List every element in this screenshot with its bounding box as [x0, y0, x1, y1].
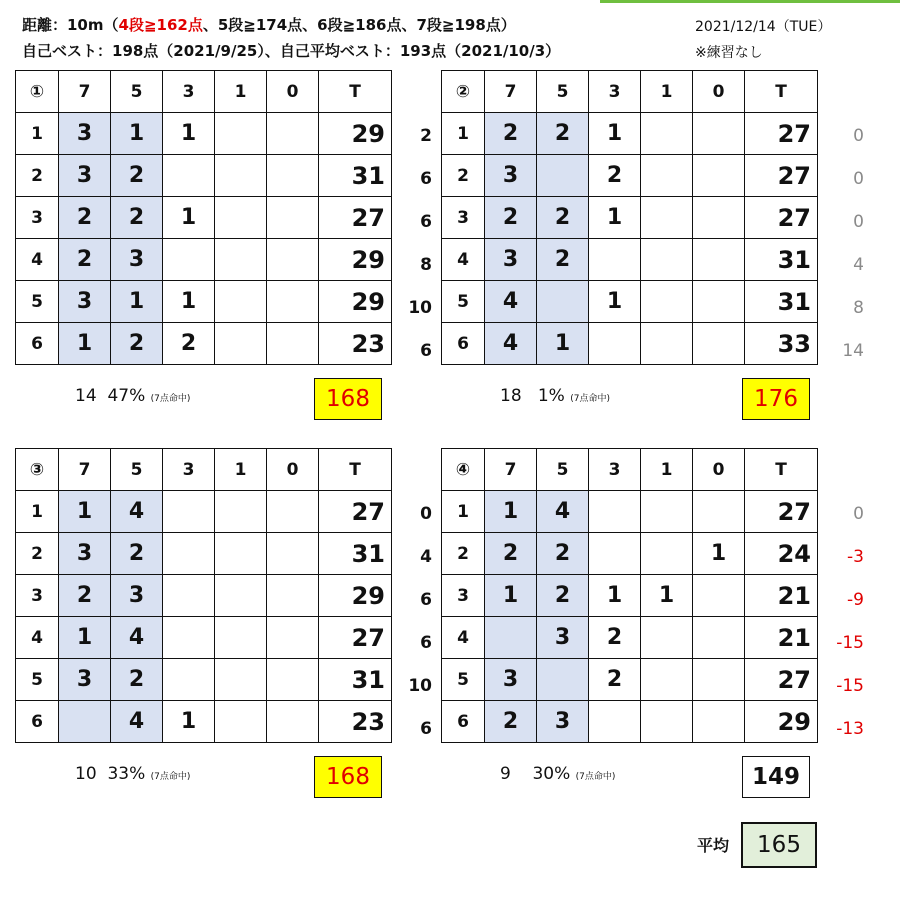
- count-0: [267, 155, 319, 197]
- count-7: 2: [59, 239, 111, 281]
- col-header-total: T: [745, 71, 818, 113]
- round-2-left-value: 2: [420, 126, 432, 146]
- count-0: [693, 659, 745, 701]
- round-2-diff-value: 0: [853, 212, 864, 232]
- count-0: [693, 197, 745, 239]
- count-7: 2: [485, 113, 537, 155]
- count-5: 2: [111, 659, 163, 701]
- end-total: 27: [745, 113, 818, 155]
- count-3: 2: [589, 155, 641, 197]
- count-7: [485, 617, 537, 659]
- count-3: [163, 575, 215, 617]
- count-0: [267, 323, 319, 365]
- round-1-total: 168: [314, 378, 382, 420]
- table-row: [16, 701, 392, 743]
- count-0: [267, 239, 319, 281]
- count-1: [641, 197, 693, 239]
- table-row: [16, 659, 392, 701]
- table-row: [442, 491, 818, 533]
- hit-rate-note: (7点命中): [575, 772, 616, 782]
- count-5: 2: [537, 533, 589, 575]
- count-7: 4: [485, 281, 537, 323]
- count-1: [641, 155, 693, 197]
- count-0: [267, 575, 319, 617]
- grade-thresholds: 、5段≧174点、6段≧186点、7段≧198点）: [202, 16, 516, 34]
- round-2-stats: [500, 386, 610, 406]
- count-0: [693, 701, 745, 743]
- round-number: ②: [442, 71, 485, 113]
- round-4-diff-value: -13: [836, 719, 864, 739]
- table-row: [442, 155, 818, 197]
- round-3-total: 168: [314, 756, 382, 798]
- round-3-table: [15, 448, 392, 743]
- col-header-3: 3: [589, 71, 641, 113]
- count-0: [693, 491, 745, 533]
- round-number: ①: [16, 71, 59, 113]
- distance-line: [22, 14, 516, 35]
- round-2-diff-value: 0: [853, 126, 864, 146]
- count-5: 3: [537, 617, 589, 659]
- col-header-5: 5: [537, 71, 589, 113]
- count-3: [163, 533, 215, 575]
- count-3: [589, 323, 641, 365]
- count-5: 3: [537, 701, 589, 743]
- count-1: [641, 281, 693, 323]
- round-number: ④: [442, 449, 485, 491]
- end-number: 4: [16, 617, 59, 659]
- count-3: [589, 239, 641, 281]
- round-3-stats: [75, 764, 190, 784]
- count-3: [163, 491, 215, 533]
- end-number: 2: [442, 155, 485, 197]
- count-0: [693, 323, 745, 365]
- grade4-threshold: 4段≧162点: [118, 16, 203, 34]
- end-number: 3: [442, 197, 485, 239]
- count-0: [267, 533, 319, 575]
- end-number: 3: [16, 575, 59, 617]
- round-1-table: [15, 70, 392, 365]
- round-4-stats: [500, 764, 615, 784]
- count-3: 1: [589, 113, 641, 155]
- end-total: 27: [745, 197, 818, 239]
- end-number: 3: [16, 197, 59, 239]
- col-header-7: 7: [485, 449, 537, 491]
- end-total: 27: [745, 491, 818, 533]
- count-0: [693, 575, 745, 617]
- count-0: [693, 617, 745, 659]
- distance-prefix: 距離：10m（: [22, 16, 119, 34]
- end-number: 2: [16, 155, 59, 197]
- count-1: [215, 533, 267, 575]
- count-0: [267, 701, 319, 743]
- table-row: [442, 533, 818, 575]
- end-number: 1: [442, 113, 485, 155]
- count-7: 3: [59, 533, 111, 575]
- table-row: [442, 281, 818, 323]
- count-0: [267, 113, 319, 155]
- table-row: [16, 323, 392, 365]
- table-row: [16, 281, 392, 323]
- count-1: [641, 659, 693, 701]
- count-3: 2: [589, 617, 641, 659]
- table-row: [442, 617, 818, 659]
- count-0: [267, 281, 319, 323]
- table-row: [16, 575, 392, 617]
- col-header-1: 1: [641, 71, 693, 113]
- table-row: [16, 533, 392, 575]
- round-2-total: 176: [742, 378, 810, 420]
- count-1: [215, 701, 267, 743]
- count-5: 3: [111, 575, 163, 617]
- col-header-3: 3: [163, 71, 215, 113]
- count-5: 4: [111, 617, 163, 659]
- count-0: 1: [693, 533, 745, 575]
- count-1: [641, 617, 693, 659]
- count-7: 3: [59, 659, 111, 701]
- hit-rate: 47%: [107, 386, 146, 406]
- round-4-left-value: 4: [420, 547, 432, 567]
- round-4-diff-value: -9: [847, 590, 864, 610]
- round-2-left-value: 8: [420, 255, 432, 275]
- table-row: [16, 491, 392, 533]
- end-total: 29: [745, 701, 818, 743]
- round-2-diff-value: 8: [853, 298, 864, 318]
- count-1: [215, 491, 267, 533]
- count-3: [163, 239, 215, 281]
- end-total: 21: [745, 617, 818, 659]
- count-3: 2: [589, 659, 641, 701]
- end-number: 1: [442, 491, 485, 533]
- col-header-5: 5: [111, 71, 163, 113]
- end-total: 33: [745, 323, 818, 365]
- round-2-diff-value: 0: [853, 169, 864, 189]
- count-3: [589, 701, 641, 743]
- end-number: 6: [442, 701, 485, 743]
- table-row: [442, 197, 818, 239]
- count-7: 1: [59, 323, 111, 365]
- col-header-3: 3: [163, 449, 215, 491]
- count-3: 1: [163, 281, 215, 323]
- table-row: [442, 701, 818, 743]
- end-number: 3: [442, 575, 485, 617]
- table-row: [16, 197, 392, 239]
- count-7: 3: [485, 155, 537, 197]
- count-1: [641, 239, 693, 281]
- count-7: 2: [485, 533, 537, 575]
- count-7: [59, 701, 111, 743]
- count-3: 1: [163, 701, 215, 743]
- table-row: [16, 113, 392, 155]
- count-5: 1: [111, 281, 163, 323]
- count-7: 4: [485, 323, 537, 365]
- count-1: [215, 197, 267, 239]
- end-total: 31: [319, 533, 392, 575]
- end-total: 29: [319, 113, 392, 155]
- hit-rate-note: (7点命中): [150, 772, 191, 782]
- col-header-7: 7: [485, 71, 537, 113]
- end-total: 23: [319, 323, 392, 365]
- round-2-diff-value: 4: [853, 255, 864, 275]
- col-header-5: 5: [537, 449, 589, 491]
- count-3: 1: [163, 113, 215, 155]
- count-3: 1: [589, 197, 641, 239]
- count-3: [163, 617, 215, 659]
- count-1: [641, 701, 693, 743]
- count-1: [215, 281, 267, 323]
- count-5: 1: [111, 113, 163, 155]
- end-total: 31: [745, 239, 818, 281]
- count-7: 3: [485, 659, 537, 701]
- count-7: 3: [59, 155, 111, 197]
- count-0: [267, 617, 319, 659]
- hit-rate-note: (7点命中): [570, 394, 610, 404]
- round-2-left-value: 10: [408, 298, 432, 318]
- hit-rate: 1%: [537, 386, 565, 406]
- col-header-0: 0: [693, 71, 745, 113]
- count-5: 2: [111, 533, 163, 575]
- col-header-7: 7: [59, 71, 111, 113]
- table-row: [16, 617, 392, 659]
- col-header-1: 1: [641, 449, 693, 491]
- count-5: 3: [111, 239, 163, 281]
- count-7: 1: [59, 617, 111, 659]
- count-0: [693, 281, 745, 323]
- end-total: 27: [319, 197, 392, 239]
- round-4-table: [441, 448, 818, 743]
- round-number: ③: [16, 449, 59, 491]
- end-total: 23: [319, 701, 392, 743]
- top-accent-line: [600, 0, 900, 3]
- count-5: 2: [537, 197, 589, 239]
- table-row: [16, 239, 392, 281]
- col-header-5: 5: [111, 449, 163, 491]
- end-number: 1: [16, 113, 59, 155]
- count-5: [537, 155, 589, 197]
- count-5: 2: [537, 575, 589, 617]
- count-1: [215, 155, 267, 197]
- end-number: 5: [442, 281, 485, 323]
- count-5: 4: [537, 491, 589, 533]
- table-row: [442, 575, 818, 617]
- round-4-left-value: 6: [420, 590, 432, 610]
- round-4-left-value: 6: [420, 719, 432, 739]
- count-0: [693, 155, 745, 197]
- end-number: 1: [16, 491, 59, 533]
- col-header-7: 7: [59, 449, 111, 491]
- average-label: 平均: [697, 836, 730, 855]
- count-7: 1: [485, 491, 537, 533]
- round-4-diff-value: 0: [853, 504, 864, 524]
- count-7: 2: [485, 701, 537, 743]
- count-7: 2: [485, 197, 537, 239]
- round-2-left-value: 6: [420, 169, 432, 189]
- count-3: 1: [589, 281, 641, 323]
- col-header-1: 1: [215, 71, 267, 113]
- end-total: 27: [745, 659, 818, 701]
- count-0: [267, 197, 319, 239]
- count-1: [215, 323, 267, 365]
- round-4-diff-value: -3: [847, 547, 864, 567]
- count-1: [641, 323, 693, 365]
- average-value: 165: [741, 822, 817, 868]
- count-5: 1: [537, 323, 589, 365]
- count-5: [537, 659, 589, 701]
- round-2-left-value: 6: [420, 212, 432, 232]
- col-header-total: T: [319, 71, 392, 113]
- practice-note: ※練習なし: [695, 45, 763, 61]
- end-number: 6: [442, 323, 485, 365]
- end-number: 5: [442, 659, 485, 701]
- count-5: 2: [111, 155, 163, 197]
- count-5: 2: [111, 197, 163, 239]
- count-3: 2: [163, 323, 215, 365]
- round-4-total: 149: [742, 756, 810, 798]
- end-total: 31: [745, 281, 818, 323]
- count-1: 1: [641, 575, 693, 617]
- hit-count: 14: [75, 386, 97, 406]
- table-row: [442, 659, 818, 701]
- count-3: [163, 155, 215, 197]
- count-1: [215, 575, 267, 617]
- round-4-diff-value: -15: [836, 633, 864, 653]
- end-total: 24: [745, 533, 818, 575]
- col-header-3: 3: [589, 449, 641, 491]
- count-1: [215, 113, 267, 155]
- round-4-left-value: 10: [408, 676, 432, 696]
- end-total: 27: [319, 617, 392, 659]
- hit-rate: 33%: [107, 764, 146, 784]
- end-total: 27: [319, 491, 392, 533]
- count-1: [641, 113, 693, 155]
- round-2-left-value: 6: [420, 341, 432, 361]
- count-1: [641, 533, 693, 575]
- table-row: [442, 113, 818, 155]
- col-header-total: T: [319, 449, 392, 491]
- count-3: [589, 533, 641, 575]
- end-number: 4: [442, 617, 485, 659]
- count-5: [537, 281, 589, 323]
- end-number: 5: [16, 659, 59, 701]
- count-7: 3: [59, 281, 111, 323]
- count-7: 2: [59, 575, 111, 617]
- count-1: [215, 617, 267, 659]
- count-3: 1: [163, 197, 215, 239]
- count-0: [693, 113, 745, 155]
- count-3: [589, 491, 641, 533]
- count-1: [215, 239, 267, 281]
- end-total: 31: [319, 155, 392, 197]
- col-header-1: 1: [215, 449, 267, 491]
- round-4-left-value: 0: [420, 504, 432, 524]
- count-1: [215, 659, 267, 701]
- hit-count: 10: [75, 764, 97, 784]
- count-5: 4: [111, 491, 163, 533]
- end-number: 6: [16, 701, 59, 743]
- end-number: 4: [16, 239, 59, 281]
- hit-rate-note: (7点命中): [150, 394, 191, 404]
- count-3: [163, 659, 215, 701]
- end-total: 27: [745, 155, 818, 197]
- end-total: 31: [319, 659, 392, 701]
- count-3: 1: [589, 575, 641, 617]
- round-2-table: [441, 70, 818, 365]
- end-number: 2: [442, 533, 485, 575]
- count-7: 1: [59, 491, 111, 533]
- hit-count: 9: [500, 764, 511, 784]
- end-total: 21: [745, 575, 818, 617]
- round-4-diff-value: -15: [836, 676, 864, 696]
- end-number: 6: [16, 323, 59, 365]
- hit-count: 18: [500, 386, 522, 406]
- count-0: [267, 659, 319, 701]
- end-total: 29: [319, 281, 392, 323]
- count-7: 2: [59, 197, 111, 239]
- round-4-left-value: 6: [420, 633, 432, 653]
- col-header-total: T: [745, 449, 818, 491]
- col-header-0: 0: [267, 71, 319, 113]
- session-date: 2021/12/14（TUE）: [695, 19, 832, 35]
- count-5: 2: [111, 323, 163, 365]
- count-1: [641, 491, 693, 533]
- hit-rate: 30%: [532, 764, 571, 784]
- count-0: [267, 491, 319, 533]
- end-number: 4: [442, 239, 485, 281]
- col-header-0: 0: [693, 449, 745, 491]
- count-5: 4: [111, 701, 163, 743]
- count-5: 2: [537, 239, 589, 281]
- round-2-diff-value: 14: [842, 341, 864, 361]
- count-7: 1: [485, 575, 537, 617]
- table-row: [442, 239, 818, 281]
- end-number: 2: [16, 533, 59, 575]
- col-header-0: 0: [267, 449, 319, 491]
- count-0: [693, 239, 745, 281]
- count-5: 2: [537, 113, 589, 155]
- personal-best-line: 自己ベスト：198点（2021/9/25）、自己平均ベスト：193点（2021/10/3）: [22, 42, 561, 60]
- end-number: 5: [16, 281, 59, 323]
- round-1-stats: [75, 386, 190, 406]
- count-7: 3: [485, 239, 537, 281]
- end-total: 29: [319, 575, 392, 617]
- table-row: [16, 155, 392, 197]
- table-row: [442, 323, 818, 365]
- count-7: 3: [59, 113, 111, 155]
- end-total: 29: [319, 239, 392, 281]
